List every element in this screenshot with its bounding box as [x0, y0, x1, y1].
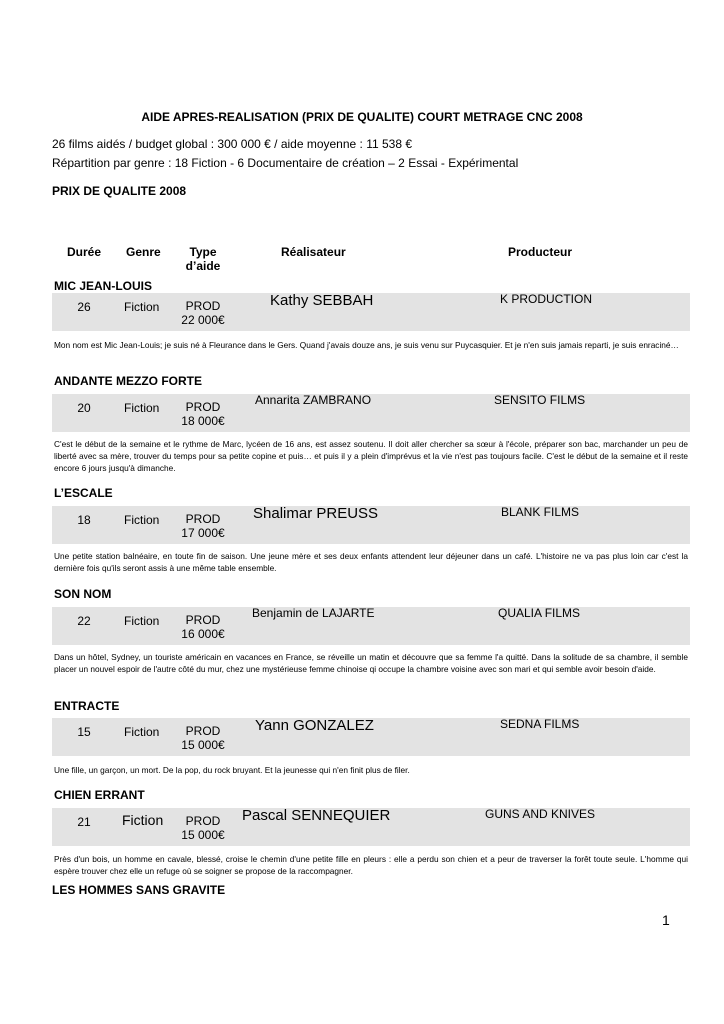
film-row: [52, 293, 690, 331]
type-label: PROD: [185, 724, 221, 738]
column-header-producteur: Producteur: [508, 245, 573, 259]
genre-cell: Fiction: [124, 725, 160, 739]
type-cell: [178, 724, 228, 752]
realisateur-cell: Benjamin de LAJARTE: [252, 606, 375, 620]
type-cell: [178, 299, 228, 327]
film-synopsis: Mon nom est Mic Jean-Louis; je suis né à Fleurance dans le Gers. Quand j'avais douze ans, je suis venu sur Puycasquier. Et je n'en suis jamais reparti, je suis enraciné…: [54, 340, 679, 350]
type-label: PROD: [185, 814, 221, 828]
aid-amount: 17 000€: [181, 526, 225, 540]
section-title: PRIX DE QUALITE 2008: [52, 184, 187, 198]
film-synopsis: Près d'un bois, un homme en cavale, blessé, croise le chemin d'une petite fille en pleurs : elle a perdu son chien et a peur de traverser la forêt toute seule. L'homme qui espère trouver chez elle un refuge où se soigner se propose de la raccompagner.: [54, 854, 688, 876]
film-title: ANDANTE MEZZO FORTE: [54, 374, 202, 388]
duree-cell: 26: [77, 300, 91, 314]
column-header-duree: Durée: [67, 245, 102, 259]
aid-amount: 18 000€: [181, 414, 225, 428]
aid-amount: 15 000€: [181, 738, 225, 752]
type-label: PROD: [185, 512, 221, 526]
film-row: [52, 718, 690, 756]
producteur-cell: SENSITO FILMS: [494, 393, 586, 407]
realisateur-cell: Shalimar PREUSS: [253, 505, 379, 522]
type-cell: [178, 814, 228, 842]
film-row: [52, 808, 690, 846]
producteur-cell: GUNS AND KNIVES: [485, 807, 596, 821]
film-synopsis: Une petite station balnéaire, en toute fin de saison. Une jeune mère et ses deux enfants attendent leur déjeuner dans un café. L'histoire ne va pas plus loin car c'est la dernière fois qu'ils seront assis à une même table ensemble.: [54, 551, 688, 573]
aid-amount: 22 000€: [181, 313, 225, 327]
type-label: PROD: [185, 400, 221, 414]
film-title: MIC JEAN-LOUIS: [54, 279, 153, 293]
producteur-cell: K PRODUCTION: [500, 292, 593, 306]
duree-cell: 21: [77, 815, 91, 829]
film-row: [52, 506, 690, 544]
film-row: [52, 607, 690, 645]
type-cell: [178, 400, 228, 428]
column-header-type: [178, 245, 228, 273]
realisateur-cell: Annarita ZAMBRANO: [255, 393, 372, 407]
genre-cell: Fiction: [124, 401, 160, 415]
genre-cell: Fiction: [124, 513, 160, 527]
producteur-cell: SEDNA FILMS: [500, 717, 580, 731]
type-cell: [178, 613, 228, 641]
summary-line: 26 films aidés / budget global : 300 000 € / aide moyenne : 11 538 €: [52, 137, 413, 151]
aid-amount: 15 000€: [181, 828, 225, 842]
film-title: SON NOM: [54, 587, 112, 601]
realisateur-cell: Pascal SENNEQUIER: [242, 807, 391, 824]
duree-cell: 15: [77, 725, 91, 739]
realisateur-cell: Yann GONZALEZ: [255, 717, 374, 734]
film-row: [52, 394, 690, 432]
aid-amount: 16 000€: [181, 627, 225, 641]
duree-cell: 20: [77, 401, 91, 415]
producteur-cell: QUALIA FILMS: [498, 606, 581, 620]
genre-breakdown-line: Répartition par genre : 18 Fiction - 6 Documentaire de création – 2 Essai - Expérimental: [52, 156, 519, 170]
document-title: AIDE APRES-REALISATION (PRIX DE QUALITE) COURT METRAGE CNC 2008: [141, 110, 583, 124]
genre-cell: Fiction: [124, 300, 160, 314]
genre-cell: Fiction: [124, 614, 160, 628]
realisateur-cell: Kathy SEBBAH: [270, 292, 374, 309]
duree-cell: 18: [77, 513, 91, 527]
column-header-realisateur: Réalisateur: [281, 245, 346, 259]
type-cell: [178, 512, 228, 540]
column-header-genre: Genre: [126, 245, 161, 259]
film-synopsis: Une fille, un garçon, un mort. De la pop, du rock bruyant. Et la jeunesse qui n'en finit plus de filer.: [54, 765, 410, 775]
film-title: CHIEN ERRANT: [54, 788, 145, 802]
duree-cell: 22: [77, 614, 91, 628]
column-header-type-line1: Type: [189, 245, 217, 259]
film-title: L’ESCALE: [54, 486, 113, 500]
film-synopsis: C'est le début de la semaine et le rythme de Marc, lycéen de 16 ans, est assez soutenu. Il doit aller chercher sa sœur à l'école, préparer son bac, marchander un peu de liberté avec sa mère, trouver du temps pour sa petite copine et puis… et puis il y a plein d'imprévus et la vie n'est pas toujours facile. C'est le début de la semaine et il reste encore 6 jours jusqu'à dimanche.: [54, 439, 688, 473]
type-label: PROD: [185, 613, 221, 627]
film-title: ENTRACTE: [54, 699, 120, 713]
page-number: 1: [662, 912, 670, 928]
film-title: LES HOMMES SANS GRAVITE: [52, 883, 226, 897]
film-synopsis: Dans un hôtel, Sydney, un touriste américain en vacances en France, se réveille un matin et découvre que sa femme l'a quitté. Dans la solitude de sa chambre, il semble placer un nouvel espoir de l'autre côté du mur, chez une mystérieuse femme chinoise qi occupe la chambre voisine avec son mari et qui semble avoir besoin d'aide.: [54, 652, 688, 674]
genre-cell: Fiction: [122, 812, 164, 828]
column-header-type-line2: d’aide: [185, 259, 221, 273]
type-label: PROD: [185, 299, 221, 313]
producteur-cell: BLANK FILMS: [501, 505, 580, 519]
